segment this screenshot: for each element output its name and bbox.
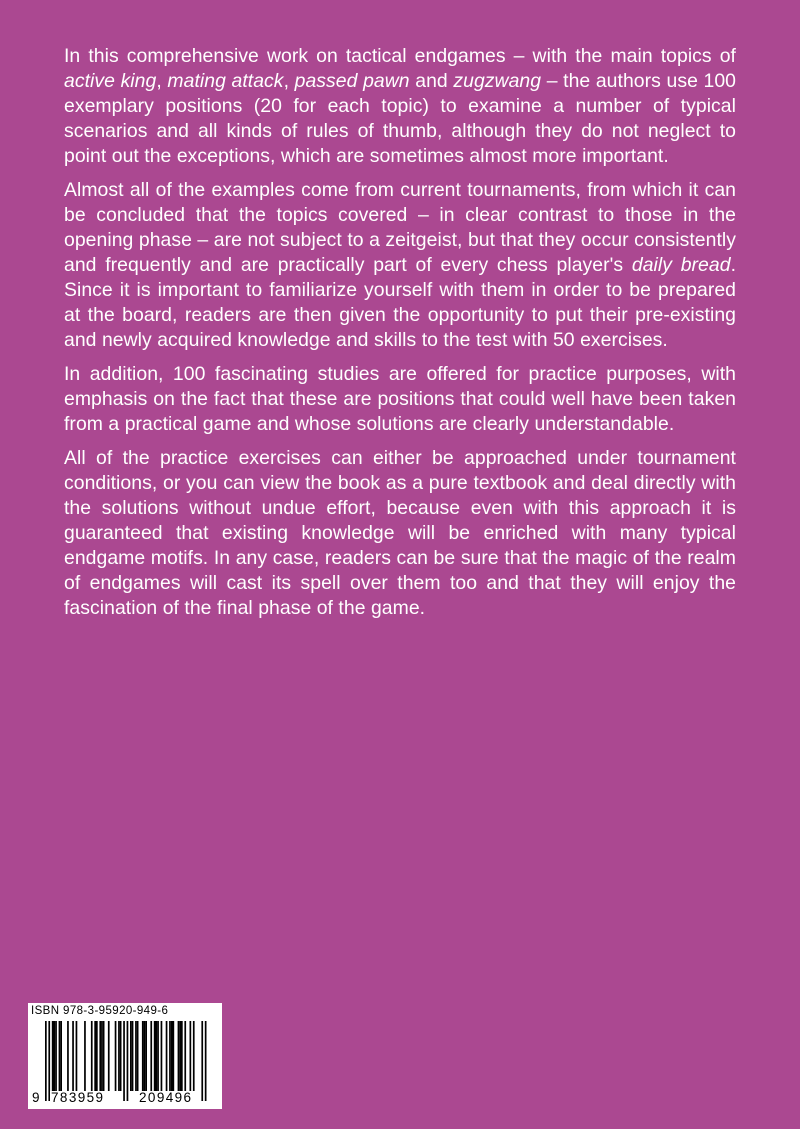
barcode-bar <box>103 1021 105 1091</box>
barcode-bar <box>184 1021 186 1091</box>
barcode-bar <box>171 1021 173 1091</box>
barcode-bar <box>150 1021 152 1091</box>
blurb-paragraph-2: Almost all of the examples come from current tournaments, from which it can be concluded that the topics covered – in clear contrast to those in the opening phase – are not subject to a zeitgeist, but that they occur consistently and frequently and are practically part of every chess player's daily bread. Since it is important to familiarize yourself with them in order to be prepared at the board, readers are then given the opportunity to put their pre-existing and newly acquired knowledge and skills to the test with 50 exercises. <box>64 179 736 351</box>
back-cover-blurb <box>64 44 736 630</box>
blurb-paragraph-1: In this comprehensive work on tactical endgames – with the main topics of active king, mating attack, passed pawn and zugzwang – the authors use 100 exemplary positions (20 for each topic) to examine a number of typical scenarios and all kinds of rules of thumb, although they do not neglect to point out the exceptions, which are sometimes almost more important. <box>64 45 737 167</box>
barcode-bar <box>108 1021 110 1091</box>
barcode-bar <box>190 1021 192 1091</box>
barcode-bar <box>154 1021 156 1091</box>
barcode-bar <box>132 1021 134 1091</box>
barcode-bar <box>157 1021 159 1091</box>
barcode-bar <box>123 1021 125 1101</box>
blurb-paragraph-4: All of the practice exercises can either be approached under tournament conditions, or you can view the book as a pure textbook and deal directly with the solutions without undue effort, because even with this approach it is guaranteed that existing knowledge will be enriched with many typical endgame motifs. In any case, readers can be sure that the magic of the realm of endgames will cast its spell over them too and that they will enjoy the fascination of the final phase of the game. <box>64 447 736 619</box>
barcode-bar <box>91 1021 93 1091</box>
barcode-bar <box>193 1021 195 1091</box>
barcode-bar <box>59 1021 61 1091</box>
barcode-bar <box>94 1021 96 1091</box>
barcode-bar <box>48 1021 50 1101</box>
barcode-bar <box>178 1021 180 1091</box>
barcode-digit-first: 9 <box>32 1090 40 1105</box>
barcode-bar <box>169 1021 171 1091</box>
barcode-bar <box>96 1021 98 1091</box>
barcode-bar <box>145 1021 147 1091</box>
barcode-bar <box>161 1021 163 1091</box>
barcode-bar <box>120 1021 122 1091</box>
barcode-bar <box>115 1021 117 1091</box>
barcode-bar <box>45 1021 47 1101</box>
barcode-bar <box>67 1021 69 1091</box>
barcode-bar <box>135 1021 137 1091</box>
barcode-bar <box>130 1021 132 1091</box>
isbn-barcode <box>28 1003 222 1109</box>
barcode-bar <box>166 1021 168 1091</box>
barcode-bar <box>99 1021 101 1091</box>
isbn-label: ISBN 978-3-95920-949-6 <box>31 1005 169 1017</box>
barcode-bar <box>52 1021 54 1091</box>
barcode-digits-left: 783959 <box>51 1090 105 1105</box>
barcode-bar <box>76 1021 78 1091</box>
barcode-bar <box>144 1021 146 1091</box>
barcode-bar <box>118 1021 120 1091</box>
barcode-bar <box>179 1021 181 1091</box>
barcode-digits-right: 209496 <box>139 1090 193 1105</box>
italic-term: zugzwang <box>453 70 542 92</box>
italic-term: passed pawn <box>294 70 410 92</box>
barcode-bar <box>60 1021 62 1091</box>
barcode-bar <box>173 1021 175 1091</box>
barcode-bar <box>201 1021 203 1101</box>
barcode-bar <box>181 1021 183 1091</box>
blurb-paragraph-3: In addition, 100 fascinating studies are offered for practice purposes, with emphasis on the fact that these are positions that could well have been taken from a practical game and whose solutions are clearly understandable. <box>64 363 736 435</box>
barcode-bar <box>101 1021 103 1091</box>
barcode-bar <box>55 1021 57 1091</box>
barcode-bar <box>156 1021 158 1091</box>
barcode-bar <box>205 1021 207 1101</box>
barcode-bar <box>142 1021 144 1091</box>
barcode-bar <box>137 1021 139 1091</box>
barcode-bar <box>72 1021 74 1091</box>
italic-term: daily bread <box>631 254 731 276</box>
italic-term: mating attack <box>167 70 284 92</box>
italic-term: active king <box>64 70 157 92</box>
barcode-bar <box>84 1021 86 1091</box>
barcode-bar <box>54 1021 56 1091</box>
barcode-bar <box>127 1021 129 1101</box>
